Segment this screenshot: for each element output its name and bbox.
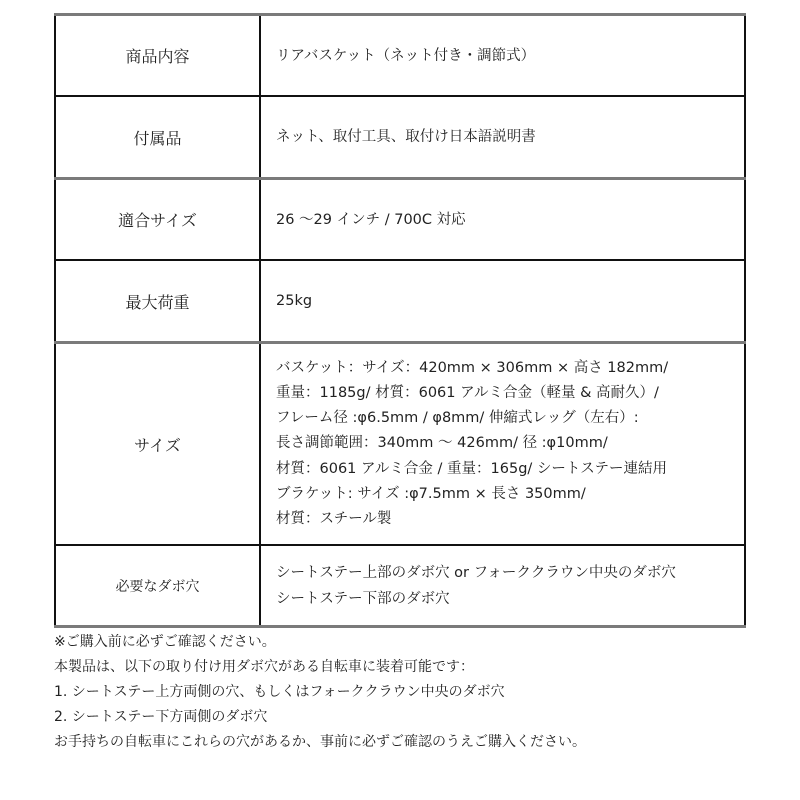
spec-value-line: ブラケット: サイズ :φ7.5mm × 長さ 350mm/ [276, 485, 586, 502]
note-item-2: 2. シートステー下方両側のダボ穴 [54, 709, 268, 725]
spec-value-line: フレーム径 :φ6.5mm / φ8mm/ 伸縮式レッグ（左右）: [276, 410, 639, 427]
product-spec-table [54, 13, 746, 628]
spec-value [260, 545, 745, 627]
spec-label: 適合サイズ [55, 179, 260, 261]
spec-value-line: 26 ～29 インチ / 700C 対応 [276, 211, 466, 228]
spec-value-line: 重量：1185g/ 材質：6061 アルミ合金（軽量 & 高耐久）/ [276, 384, 659, 401]
spec-value-line: シートステー下部のダボ穴 [276, 590, 450, 607]
spec-value-line: バスケット：サイズ：420mm × 306mm × 高さ 182mm/ [276, 359, 669, 376]
spec-value-line: ネット、取付工具、取付け日本語説明書 [276, 129, 536, 145]
spec-value [260, 179, 745, 261]
spec-label: 商品内容 [55, 15, 260, 97]
spec-row-compatible-size [55, 179, 745, 261]
spec-row-required-holes [55, 545, 745, 627]
purchase-notes [54, 630, 754, 755]
spec-value [260, 15, 745, 97]
spec-value-line: 長さ調節範囲：340mm ～ 426mm/ 径 :φ10mm/ [276, 435, 608, 452]
spec-value-line: 材質：6061 アルミ合金 / 重量：165g/ シートステー連結用 [276, 460, 667, 477]
spec-value-line: 25kg [276, 293, 313, 309]
spec-row-contents [55, 15, 745, 97]
note-item-1: 1. シートステー上方両側の穴、もしくはフォーククラウン中央のダボ穴 [54, 684, 505, 700]
spec-row-accessories [55, 96, 745, 179]
spec-label: 最大荷重 [55, 260, 260, 343]
spec-value-line: 材質：スチール製 [276, 511, 392, 527]
spec-value-line: リアバスケット（ネット付き・調節式） [276, 47, 536, 64]
note-confirm: お手持ちの自転車にこれらの穴があるか、事前に必ずご確認のうえご購入ください。 [54, 734, 586, 750]
spec-label: 付属品 [55, 96, 260, 179]
spec-value [260, 343, 745, 546]
spec-value [260, 96, 745, 179]
note-warning: ※ご購入前に必ずご確認ください。 [54, 634, 276, 650]
spec-value [260, 260, 745, 343]
spec-label: 必要なダボ穴 [55, 545, 260, 627]
spec-label: サイズ [55, 343, 260, 546]
spec-value-line: シートステー上部のダボ穴 or フォーククラウン中央のダボ穴 [276, 564, 676, 581]
spec-row-max-load [55, 260, 745, 343]
note-intro: 本製品は、以下の取り付け用ダボ穴がある自転車に装着可能です： [54, 659, 474, 675]
spec-row-size [55, 343, 745, 546]
